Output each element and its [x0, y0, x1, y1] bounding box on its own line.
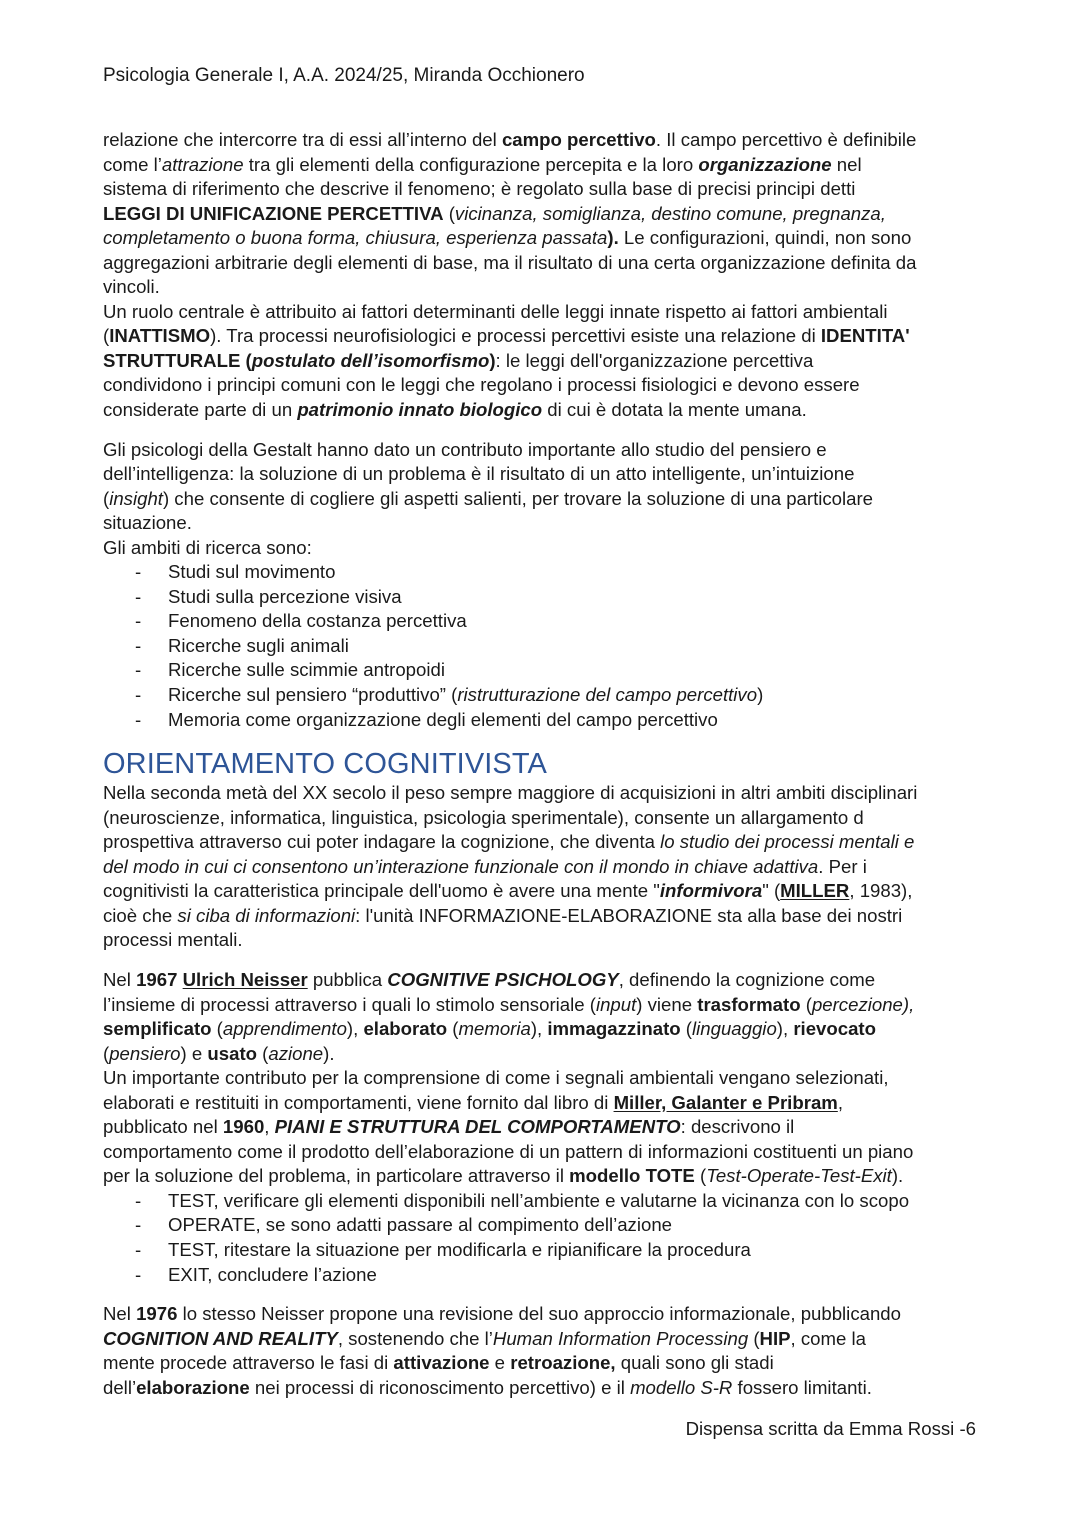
text-run: Studi sul movimento: [168, 561, 336, 583]
paragraph: [103, 438, 983, 561]
page-footer: Dispensa scritta da Emma Rossi -6: [685, 1418, 976, 1439]
text-run: informivora: [659, 880, 763, 902]
text-run: completamento o buona forma, chiusura, esperienza passata: [103, 227, 608, 249]
text-line: [103, 349, 983, 374]
text-run: COGNITION AND REALITY: [103, 1327, 338, 1349]
text-line: [103, 968, 983, 993]
text-line: [103, 879, 983, 904]
text-line: [103, 928, 983, 953]
text-line: [103, 1351, 983, 1376]
text-run: INATTISMO: [109, 325, 211, 347]
text-run: vicinanza, somiglianza, destino comune, pregnanza,: [454, 202, 886, 224]
text-run: HIP: [759, 1327, 791, 1349]
text-run: (: [103, 325, 110, 347]
text-run: ). Tra processi neurofisiologici e processi percettivi esiste una relazione di: [210, 325, 821, 347]
text-run: retroazione,: [510, 1352, 616, 1374]
text-run: pubblica: [307, 968, 388, 990]
text-run: cognitivisti la caratteristica principale dell'uomo è avere una mente ": [103, 880, 660, 902]
text-line: [103, 1091, 983, 1116]
text-run: mente procede attraverso le fasi di: [103, 1352, 394, 1374]
text-run: campo percettivo: [501, 129, 656, 150]
text-line: [103, 1327, 983, 1352]
list-item: [103, 1238, 983, 1263]
text-run: ).: [323, 1042, 335, 1064]
text-run: , 1983),: [849, 880, 913, 902]
paragraph: [103, 1302, 983, 1400]
text-line: [103, 177, 983, 202]
paragraph: [103, 781, 983, 953]
text-run: attivazione: [393, 1352, 490, 1374]
text-run: elaborati e restituiti in comportamenti, viene fornito dal libro di: [103, 1091, 614, 1113]
list-item: [103, 683, 983, 708]
text-line: [103, 438, 983, 463]
text-run: 1976: [136, 1303, 178, 1325]
text-run: Human Information Processing: [492, 1327, 749, 1349]
text-run: ),: [530, 1018, 548, 1040]
text-run: Ricerche sugli animali: [168, 634, 349, 656]
text-run: prospettiva attraverso cui poter indagare la cognizione, che diventa: [103, 831, 661, 853]
text-run: quali sono gli stadi: [615, 1352, 774, 1374]
text-line: [103, 1115, 983, 1140]
text-run: TEST, ritestare la situazione per modificarla e ripianificare la procedura: [168, 1238, 751, 1260]
text-run: (: [800, 993, 812, 1015]
text-run: ),: [776, 1018, 794, 1040]
dash-bullet-icon: -: [135, 1214, 142, 1236]
text-run: elaborazione: [136, 1376, 250, 1398]
text-run: : le leggi dell'organizzazione percettiva: [495, 349, 814, 371]
text-run: ): [757, 684, 764, 706]
text-run: di cui è dotata la mente umana.: [542, 399, 807, 421]
text-line: [103, 904, 983, 929]
text-run: fossero limitanti.: [732, 1376, 872, 1398]
text-run: Le configurazioni, quindi, non sono: [618, 227, 912, 249]
text-run: , come la: [790, 1327, 866, 1349]
text-run: (: [211, 1018, 223, 1040]
text-run: ) viene: [636, 993, 698, 1015]
text-line: [103, 1042, 983, 1067]
text-run: vincoli.: [103, 276, 160, 298]
text-run: cioè che: [103, 904, 178, 926]
text-run: pubblicato nel: [103, 1116, 223, 1138]
text-run: COGNITIVE PSICHOLOGY: [387, 968, 619, 990]
text-run: Test-Operate-Test-Exit: [706, 1165, 892, 1187]
list-item: [103, 1263, 983, 1288]
text-run: patrimonio innato biologico: [297, 399, 543, 421]
text-run: (: [103, 487, 110, 509]
text-run: come l’: [103, 153, 162, 175]
text-run: aggregazioni arbitrarie degli elementi di base, ma il risultato di una certa organizzazione definita da: [103, 251, 917, 273]
text-run: situazione.: [103, 512, 192, 534]
text-line: [103, 202, 983, 227]
text-run: OPERATE, se sono adatti passare al compimento dell’azione: [168, 1214, 673, 1236]
text-run: ).: [607, 227, 619, 249]
text-line: [103, 993, 983, 1018]
text-run: tra gli elementi della configurazione percepita e la loro: [243, 153, 699, 175]
dash-bullet-icon: -: [135, 1238, 142, 1260]
text-line: [103, 1017, 983, 1042]
text-run: MILLER: [780, 880, 850, 902]
text-line: [103, 1140, 983, 1165]
list-item: [103, 560, 983, 585]
text-run: Nel: [103, 1303, 137, 1325]
text-line: [103, 275, 983, 300]
text-line: [103, 806, 983, 831]
text-run: ) che consente di cogliere gli aspetti salienti, per trovare la soluzione di una particolare: [162, 487, 874, 509]
text-run: Nella seconda metà del XX secolo il peso sempre maggiore di acquisizioni in altri ambiti disciplinari: [103, 782, 918, 804]
text-run: apprendimento: [222, 1018, 347, 1040]
text-run: 1960: [222, 1116, 265, 1138]
text-run: EXIT, concludere l’azione: [168, 1263, 377, 1285]
text-run: usato: [207, 1042, 257, 1064]
text-run: . Il campo percettivo è definibile: [655, 129, 917, 150]
text-line: [103, 1376, 983, 1401]
dash-bullet-icon: -: [135, 561, 142, 583]
text-run: (: [680, 1018, 692, 1040]
text-run: percezione),: [811, 993, 915, 1015]
text-run: : descrivono il: [680, 1116, 795, 1138]
text-run: input: [595, 993, 637, 1015]
text-line: [103, 128, 983, 153]
text-line: [103, 398, 983, 423]
text-run: trasformato: [697, 993, 801, 1015]
list-item: [103, 1189, 983, 1214]
text-run: ).: [891, 1165, 904, 1187]
text-run: memoria: [458, 1018, 531, 1040]
dash-bullet-icon: -: [135, 708, 142, 730]
dash-bullet-icon: -: [135, 659, 142, 681]
text-run: condividono i principi comuni con le leggi che regolano i processi fisiologici e devono essere: [103, 374, 860, 396]
text-line: [103, 373, 983, 398]
document-body: [103, 128, 983, 1400]
text-run: (: [257, 1042, 269, 1064]
text-run: del modo in cui ci consentono un’interazione funzionale con il mondo in chiave adattiva: [103, 855, 819, 877]
text-line: [103, 1164, 983, 1189]
text-run: modello TOTE: [569, 1165, 695, 1187]
text-run: dell’: [103, 1376, 137, 1398]
paragraph: [103, 128, 983, 423]
text-run: immagazzinato: [547, 1018, 681, 1040]
text-line: [103, 487, 983, 512]
text-line: [103, 1066, 983, 1091]
text-run: elaborato: [363, 1018, 448, 1040]
text-run: lo studio dei processi mentali e: [660, 831, 915, 853]
text-line: [103, 251, 983, 276]
text-run: TEST, verificare gli elementi disponibili nell’ambiente e valutarne la vicinanza con lo scopo: [168, 1189, 910, 1211]
text-run: l’insieme di processi attraverso i quali lo stimolo sensoriale (: [103, 993, 596, 1015]
text-run: (: [748, 1327, 760, 1349]
text-run: e: [489, 1352, 511, 1374]
text-run: per la soluzione del problema, in particolare attraverso il: [103, 1165, 570, 1187]
text-run: : l'unità INFORMAZIONE-ELABORAZIONE sta alla base dei nostri: [355, 904, 903, 926]
text-run: nel: [831, 153, 862, 175]
dash-bullet-icon: -: [135, 684, 142, 706]
paragraph: [103, 968, 983, 1189]
dash-bullet-icon: -: [135, 1263, 142, 1285]
bullet-list: [103, 560, 983, 732]
text-line: [103, 462, 983, 487]
text-run: . Per i: [818, 855, 867, 877]
text-run: Un ruolo centrale è attribuito ai fattori determinanti delle leggi innate rispetto ai fattori ambientali: [103, 300, 888, 322]
text-run: sistema di riferimento che descrive il fenomeno; è regolato sulla base di precisi principi detti: [103, 178, 856, 200]
text-run: Nel: [103, 968, 137, 990]
text-line: [103, 830, 983, 855]
dash-bullet-icon: -: [135, 585, 142, 607]
text-run: , definendo la cognizione come: [618, 968, 876, 990]
text-run: Studi sulla percezione visiva: [168, 585, 402, 607]
text-run: Ricerche sul pensiero “produttivo” (: [168, 684, 458, 706]
text-run: semplificato: [103, 1018, 212, 1040]
text-line: [103, 324, 983, 349]
text-run: Fenomeno della costanza percettiva: [168, 610, 467, 632]
text-run: ),: [346, 1018, 364, 1040]
list-item: [103, 609, 983, 634]
text-line: [103, 153, 983, 178]
dash-bullet-icon: -: [135, 634, 142, 656]
text-run: lo stesso Neisser propone una revisione del suo approccio informazionale, pubblicando: [177, 1303, 901, 1325]
text-run: , sostenendo che l’: [337, 1327, 493, 1349]
text-run: LEGGI DI UNIFICAZIONE PERCETTIVA: [103, 202, 444, 224]
bullet-list: [103, 1189, 983, 1287]
text-run: postulato dell’isomorfismo: [251, 349, 490, 371]
text-run: STRUTTURALE (: [103, 349, 252, 371]
text-run: organizzazione: [698, 153, 832, 175]
text-run: Memoria come organizzazione degli elementi del campo percettivo: [168, 708, 718, 730]
text-run: considerate parte di un: [103, 399, 298, 421]
text-run: modello S-R: [630, 1376, 733, 1398]
list-item: [103, 585, 983, 610]
text-run: (: [443, 202, 455, 224]
page-header: Psicologia Generale I, A.A. 2024/25, Miranda Occhionero: [103, 65, 585, 86]
text-run: attrazione: [161, 153, 244, 175]
text-run: ristrutturazione del campo percettivo: [457, 684, 758, 706]
list-item: [103, 658, 983, 683]
text-run: Gli ambiti di ricerca sono:: [103, 536, 312, 558]
text-run: nei processi di riconoscimento percettivo) e il: [249, 1376, 631, 1398]
text-line: [103, 781, 983, 806]
list-item: [103, 1213, 983, 1238]
dash-bullet-icon: -: [135, 610, 142, 632]
text-line: [103, 300, 983, 325]
text-run: si ciba di informazioni: [177, 904, 356, 926]
text-run: PIANI E STRUTTURA DEL COMPORTAMENTO: [274, 1116, 681, 1138]
text-line: [103, 511, 983, 536]
text-run: (: [694, 1165, 707, 1187]
dash-bullet-icon: -: [135, 1189, 142, 1211]
text-run: (: [103, 1042, 110, 1064]
text-run: IDENTITA': [820, 325, 910, 347]
list-item: [103, 708, 983, 733]
text-run: relazione che intercorre tra di essi all’interno del: [103, 129, 502, 150]
text-run: ) e: [180, 1042, 208, 1064]
text-run: ,: [264, 1116, 275, 1138]
text-run: Ricerche sulle scimmie antropoidi: [168, 659, 445, 681]
text-run: comportamento come il prodotto dell’elaborazione di un pattern di informazioni costituenti un piano: [103, 1140, 914, 1162]
text-run: Miller, Galanter e Pribram: [613, 1091, 838, 1113]
text-line: [103, 536, 983, 561]
text-run: linguaggio: [692, 1018, 777, 1040]
text-run: Gli psicologi della Gestalt hanno dato un contributo importante allo studio del pensiero e: [103, 438, 827, 460]
text-run: dell’intelligenza: la soluzione di un problema è il risultato di un atto intelligente, un’intuizione: [103, 463, 855, 485]
text-run: pensiero: [109, 1042, 181, 1064]
list-item: [103, 634, 983, 659]
text-run: (neuroscienze, informatica, linguistica, psicologia sperimentale), consente un allargamento d: [103, 806, 864, 828]
text-run: ): [489, 349, 496, 371]
text-line: [103, 1302, 983, 1327]
text-run: rievocato: [793, 1018, 876, 1040]
section-heading: ORIENTAMENTO COGNITIVISTA: [103, 748, 547, 781]
text-run: (: [447, 1018, 459, 1040]
text-run: Ulrich Neisser: [182, 968, 308, 990]
text-run: insight: [109, 487, 163, 509]
text-line: [103, 855, 983, 880]
text-run: Un importante contributo per la comprensione di come i segnali ambientali vengano selezionati,: [103, 1067, 889, 1089]
text-run: azione: [268, 1042, 324, 1064]
text-run: ,: [837, 1091, 843, 1113]
text-run: " (: [762, 880, 781, 902]
text-line: [103, 226, 983, 251]
text-run: processi mentali.: [103, 929, 243, 951]
text-run: 1967: [136, 968, 178, 990]
